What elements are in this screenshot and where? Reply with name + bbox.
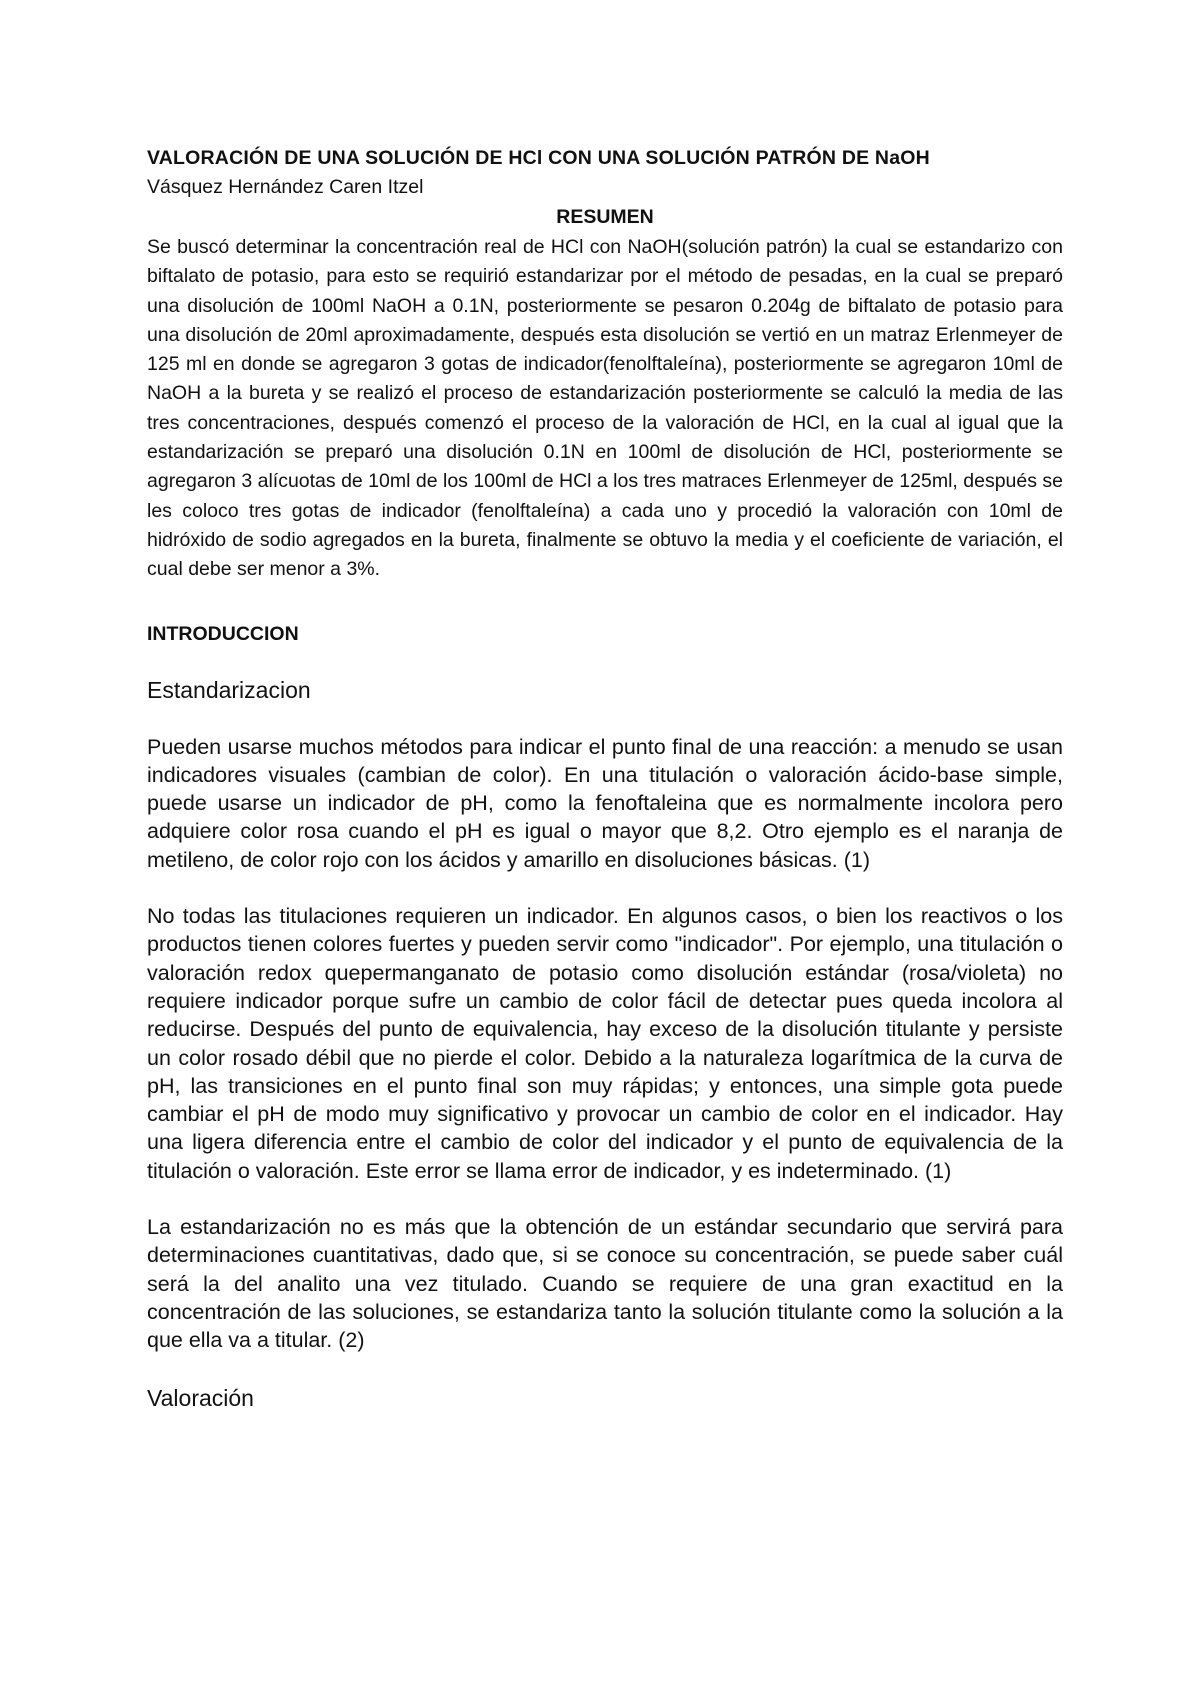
body-paragraph: La estandarización no es más que la obtención de un estándar secundario que servirá para determinaciones cuantitativas, dado que, si se conoce su concentración, se puede saber cuál será la del analito una vez titulado. Cuando se requiere de una gran exactitud en la concentración de las soluciones, se estandariza tanto la solución titulante como la solución a la que ella va a titular. (2): [147, 1215, 1063, 1353]
document-title: VALORACIÓN DE UNA SOLUCIÓN DE HCl CON UNA SOLUCIÓN PATRÓN DE NaOH: [147, 147, 930, 169]
resumen-paragraph: Se buscó determinar la concentración real de HCl con NaOH(solución patrón) la cual se estandarizo con biftalato de potasio, para esto se requirió estandarizar por el método de pesadas, en la cual se preparó una disolución de 100ml NaOH a 0.1N, posteriormente se pesaron 0.204g de biftalato de potasio para una disolución de 20ml aproximadamente, después esta disolución se vertió en un matraz Erlenmeyer de 125 ml en donde se agregaron 3 gotas de indicador(fenolftaleína), posteriormente se agregaron 10ml de NaOH a la bureta y se realizó el proceso de estandarización posteriormente se calculó la media de las tres concentraciones, después comenzó el proceso de la valoración de HCl, en la cual al igual que la estandarización se preparó una disolución 0.1N en 100ml de disolución de HCl, posteriormente se agregaron 3 alícuotas de 10ml de los 100ml de HCl a los tres matraces Erlenmeyer de 125ml, después se les coloco tres gotas de indicador (fenolftaleína) a cada uno y procedió la valoración con 10ml de hidróxido de sodio agregados en la bureta, finalmente se obtuvo la media y el coeficiente de variación, el cual debe ser menor a 3%.: [147, 236, 1063, 581]
estandarizacion-subheading: Estandarizacion: [147, 676, 311, 703]
document-page: [147, 143, 1063, 1413]
body-paragraph: Pueden usarse muchos métodos para indicar el punto final de una reacción: a menudo se usan indicadores visuales (cambian de color). En una titulación o valoración ácido-base simple, puede usarse un indicador de pH, como la fenoftaleina que es normalmente incolora pero adquiere color rosa cuando el pH es igual o mayor que 8,2. Otro ejemplo es el naranja de metileno, de color rojo con los ácidos y amarillo en disoluciones básicas. (1): [147, 734, 1063, 872]
introduccion-heading: INTRODUCCION: [147, 622, 299, 645]
resumen-heading: RESUMEN: [556, 206, 654, 228]
author-name: Vásquez Hernández Caren Itzel: [147, 176, 424, 198]
valoracion-subheading: Valoración: [147, 1384, 254, 1411]
body-paragraph: No todas las titulaciones requieren un indicador. En algunos casos, o bien los reactivos o los productos tienen colores fuertes y pueden servir como "indicador". Por ejemplo, una titulación o valoración redox quepermanganato de potasio como disolución estándar (rosa/violeta) no requiere indicador porque sufre un cambio de color fácil de detectar pues queda incolora al reducirse. Después del punto de equivalencia, hay exceso de la disolución titulante y persiste un color rosado débil que no pierde el color. Debido a la naturaleza logarítmica de la curva de pH, las transiciones en el punto final son muy rápidas; y entonces, una simple gota puede cambiar el pH de modo muy significativo y provocar un cambio de color en el indicador. Hay una ligera diferencia entre el cambio de color del indicador y el punto de equivalencia de la titulación o valoración. Este error se llama error de indicador, y es indeterminado. (1): [147, 904, 1063, 1183]
